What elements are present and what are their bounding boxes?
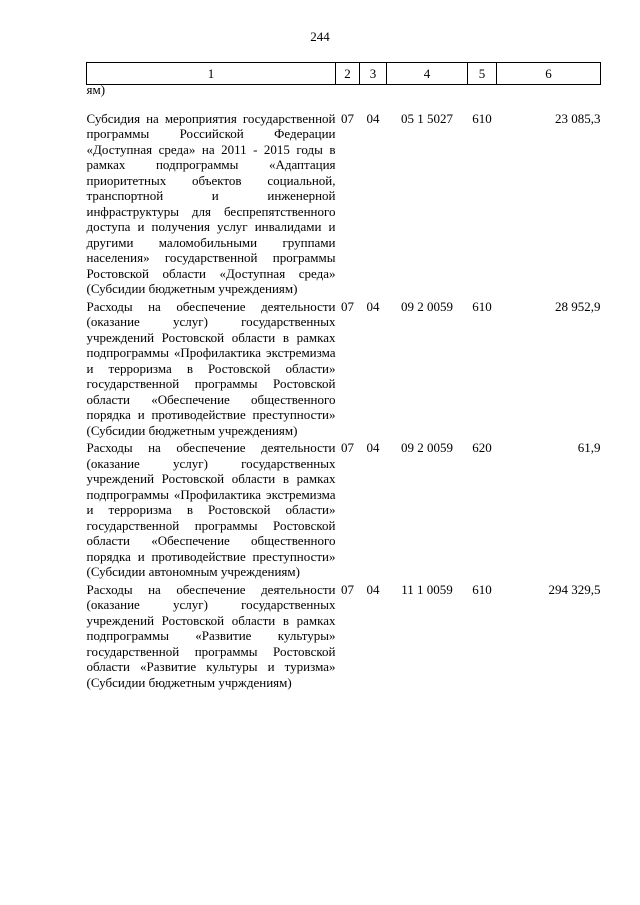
row-description: Субсидия на мероприятия государственной программы Российской Федерации «Доступная среда» на 2011 - 2015 годы в рамках подпрограммы «Адаптация приоритетных объектов социальной, транспортной и инженерной инфраструктуры для беспрепятственного доступа и получения услуг инвалидами и другими маломобильными группами населения» государственной программы Ростовской области «Доступная среда» (Субсидии бюджетным учреждениям) [86, 110, 336, 296]
row-expense-type: 620 [472, 440, 492, 455]
row-description: Расходы на обеспечение деятельности (оказание услуг) государственных учреждений Ростовской области в рамках подпрограммы «Профилактика экстремизма и терроризма в Ростовской области» государственной программы Ростовской области «Обеспечение общественного порядка и противодействие преступности» (Субсидии автономным учреждениям) [86, 440, 336, 579]
row-section: 07 [341, 110, 354, 126]
row-subsection: 04 [366, 581, 380, 597]
header-col-3: 3 [360, 63, 387, 85]
table-row [87, 297, 601, 439]
row-subsection: 04 [366, 440, 380, 455]
table-header-row [87, 63, 601, 85]
header-col-4: 4 [387, 63, 468, 85]
row-amount: 28 952,9 [555, 298, 601, 314]
header-col-5: 5 [468, 63, 497, 85]
row-description: Расходы на обеспечение деятельности (оказание услуг) государственных учреждений Ростовской области в рамках подпрограммы «Развитие культуры» государственной программы Ростовской области «Развитие культуры и туризма» (Субсидии бюджетным учрждениям) [86, 581, 336, 690]
row-section: 07 [341, 581, 354, 597]
continuation-row [87, 85, 601, 101]
row-target-article: 11 1 0059 [401, 581, 453, 597]
row-expense-type: 610 [472, 110, 492, 126]
continuation-text: ям) [86, 82, 106, 97]
table-row [87, 438, 601, 580]
row-target-article: 05 1 5027 [401, 110, 453, 126]
row-expense-type: 610 [472, 298, 492, 314]
table-row [87, 101, 601, 297]
row-amount: 294 329,5 [548, 581, 601, 597]
row-section: 07 [341, 440, 354, 455]
header-col-1: 1 [87, 63, 336, 85]
page-number: 244 [310, 29, 330, 44]
header-col-2: 2 [336, 63, 360, 85]
row-description: Расходы на обеспечение деятельности (оказание услуг) государственных учреждений Ростовской области в рамках подпрограммы «Профилактика экстремизма и терроризма в Ростовской области» государственной программы Ростовской области «Обеспечение общественного порядка и противодействие преступности» (Субсидии бюджетным учреждениям) [86, 298, 336, 438]
row-section: 07 [341, 298, 354, 314]
row-expense-type: 610 [472, 581, 492, 597]
row-amount: 61,9 [577, 440, 601, 455]
budget-table [86, 62, 601, 690]
row-amount: 23 085,3 [555, 110, 601, 126]
row-target-article: 09 2 0059 [401, 440, 453, 455]
table-row [87, 580, 601, 691]
row-target-article: 09 2 0059 [401, 298, 453, 314]
row-subsection: 04 [366, 110, 380, 126]
row-subsection: 04 [366, 298, 380, 314]
header-col-6: 6 [497, 63, 601, 85]
